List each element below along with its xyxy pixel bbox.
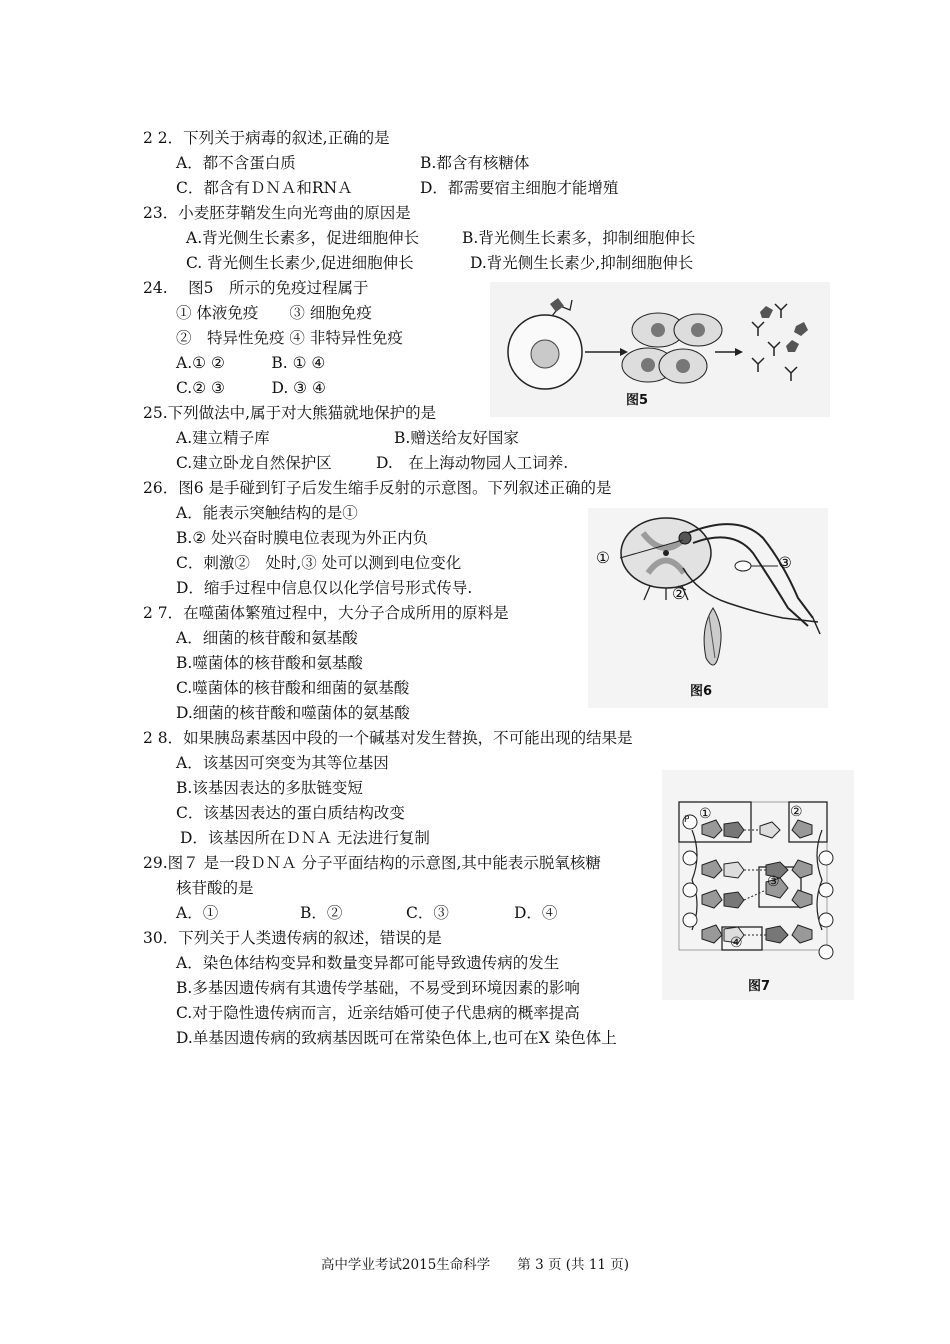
q29-option-b: B．②: [300, 904, 343, 922]
figure-7-label-4: ④: [730, 935, 743, 951]
page-footer: 高中学业考试2015生命科学 第 3 页 (共 11 页): [320, 1257, 630, 1273]
q22-option-d: D．都需要宿主细胞才能增殖: [420, 179, 619, 197]
q23-option-a: A.背光侧生长素多，促进细胞伸长: [186, 229, 420, 247]
figure-6-label-1: ①: [596, 549, 610, 567]
q27-stem: 2 7．在噬菌体繁殖过程中，大分子合成所用的原料是: [143, 604, 509, 622]
q29-option-c: C．③: [406, 904, 449, 922]
q24-choices-line1: ① 体液免疫 ③ 细胞免疫: [176, 304, 372, 322]
q23-option-d: D.背光侧生长素少,抑制细胞伸长: [470, 254, 694, 272]
figure-6-label-3: ③: [778, 554, 792, 572]
q25-option-c: C.建立卧龙自然保护区: [176, 454, 332, 472]
q22-option-a: A．都不含蛋白质: [176, 154, 296, 172]
q24-options-ab: A.① ② B. ① ④: [176, 354, 326, 372]
q22-stem: 2 2．下列关于病毒的叙述,正确的是: [143, 129, 390, 147]
q25-stem: 25.下列做法中,属于对大熊猫就地保护的是: [143, 404, 437, 422]
q29-stem: 29.图７ 是一段ＤＮＡ 分子平面结构的示意图,其中能表示脱氧核糖: [143, 854, 601, 872]
q29-stem-continued: 核苷酸的是: [176, 879, 254, 897]
q22-option-b: B.都含有核糖体: [420, 154, 530, 172]
q28-stem: 2 8．如果胰岛素基因中段的一个碱基对发生替换，不可能出现的结果是: [143, 729, 633, 747]
q25-option-b: B.赠送给友好国家: [394, 429, 519, 447]
figure-7-phosphate-label: P: [684, 815, 690, 825]
q25-option-a: A.建立精子库: [176, 429, 270, 447]
figure-7-label-2: ②: [790, 804, 803, 820]
q27-option-a: A．细菌的核苷酸和氨基酸: [176, 629, 358, 647]
figure-5-immune-process: [490, 282, 830, 417]
q26-option-c: C．刺激② 处时,③ 处可以测到电位变化: [176, 554, 462, 572]
figure-6-caption: 图6: [690, 684, 713, 699]
q26-stem: 26．图6 是手碰到钉子后发生缩手反射的示意图。下列叙述正确的是: [143, 479, 612, 497]
figure-7-dna-structure: [662, 770, 854, 1000]
q29-option-a: A．①: [176, 904, 219, 922]
figure-7-label-1: ①: [699, 806, 712, 822]
q24-choices-line2: ② 特异性免疫 ④ 非特异性免疫: [176, 329, 403, 347]
q27-option-d: D.细菌的核苷酸和噬菌体的氨基酸: [176, 704, 410, 722]
q22-option-c: C．都含有ＤＮＡ和RNＡ: [176, 179, 353, 197]
q29-option-d: D．④: [514, 904, 558, 922]
q24-stem: 24. 图5 所示的免疫过程属于: [143, 279, 369, 297]
q28-option-c: C．该基因表达的蛋白质结构改变: [176, 804, 405, 822]
q26-option-d: D．缩手过程中信息仅以化学信号形式传导.: [176, 579, 473, 597]
figure-6-reflex-arc: [588, 508, 828, 708]
q23-stem: 23．小麦胚芽鞘发生向光弯曲的原因是: [143, 204, 411, 222]
q26-option-a: A．能表示突触结构的是①: [176, 504, 358, 522]
figure-5-caption: 图5: [626, 393, 649, 408]
q24-options-cd: C.② ③ D. ③ ④: [176, 379, 326, 397]
q28-option-a: A．该基因可突变为其等位基因: [176, 754, 389, 772]
q30-option-d: D.单基因遗传病的致病基因既可在常染色体上,也可在X 染色体上: [176, 1029, 617, 1047]
q30-option-b: B.多基因遗传病有其遗传学基础，不易受到环境因素的影响: [176, 979, 580, 997]
q26-option-b: B.② 处兴奋时膜电位表现为外正内负: [176, 529, 429, 547]
figure-7-caption: 图7: [748, 979, 771, 994]
q27-option-b: B.噬菌体的核苷酸和氨基酸: [176, 654, 363, 672]
q28-option-d: D．该基因所在ＤＮＡ 无法进行复制: [180, 829, 430, 847]
q30-option-c: C.对于隐性遗传病而言，近亲结婚可使子代患病的概率提高: [176, 1004, 580, 1022]
figure-7-label-3: ③: [767, 874, 780, 890]
q23-option-b: B.背光侧生长素多，抑制细胞伸长: [462, 229, 696, 247]
q28-option-b: B.该基因表达的多肽链变短: [176, 779, 363, 797]
q23-option-c: C. 背光侧生长素少,促进细胞伸长: [186, 254, 414, 272]
q30-stem: 30．下列关于人类遗传病的叙述，错误的是: [143, 929, 442, 947]
q27-option-c: C.噬菌体的核苷酸和细菌的氨基酸: [176, 679, 410, 697]
q25-option-d: D. 在上海动物园人工词养.: [376, 454, 569, 472]
figure-6-label-2: ②: [672, 585, 686, 603]
q30-option-a: A．染色体结构变异和数量变异都可能导致遗传病的发生: [176, 954, 560, 972]
